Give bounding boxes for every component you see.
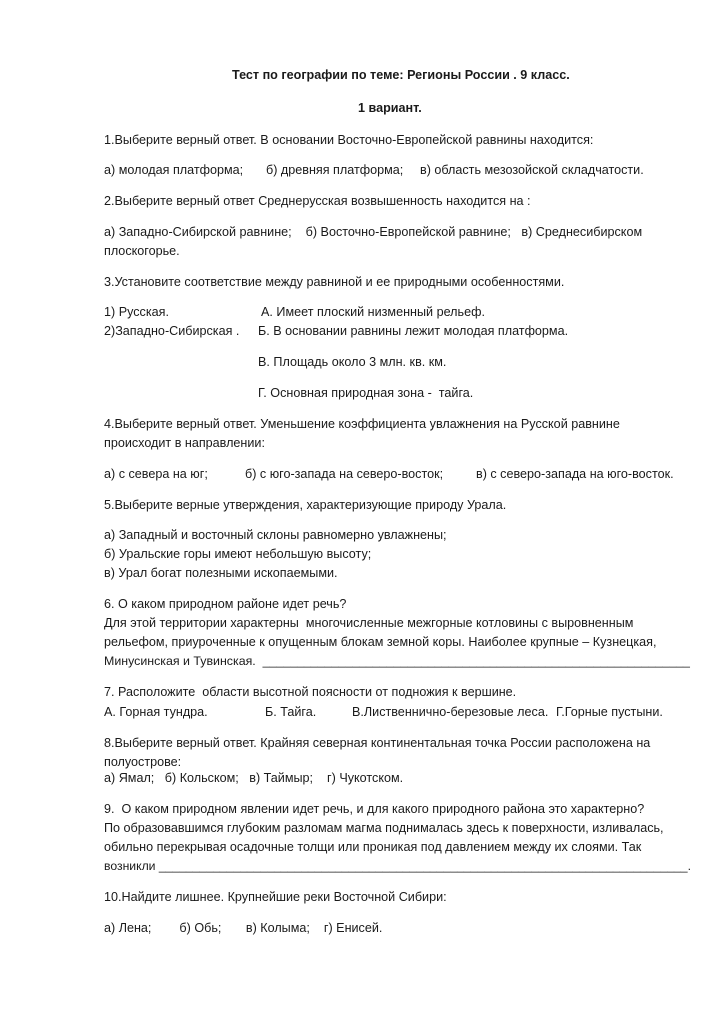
q1-option-c: в) область мезозойской складчатости. — [420, 163, 644, 177]
q7-option-d: Г.Горные пустыни. — [556, 705, 663, 719]
q2-options-line-1: а) Западно-Сибирской равнине; б) Восточно-Европейской равнине; в) Среднесибирском — [104, 225, 643, 239]
question-8-line-2: полуострове: — [104, 755, 182, 769]
q3-option-d: Г. Основная природная зона - тайга. — [258, 386, 474, 400]
q4-option-a: а) с севера на юг; — [104, 467, 208, 481]
q4-option-c: в) с северо-запада на юго-восток. — [476, 467, 674, 481]
q7-option-b: Б. Тайга. — [265, 705, 317, 719]
q5-option-a: а) Западный и восточный склоны равномерно увлажнены; — [104, 528, 447, 542]
q7-option-c: В.Лиственнично-березовые леса. — [352, 705, 549, 719]
q5-option-b: б) Уральские горы имеют небольшую высоту; — [104, 547, 372, 561]
question-1: 1.Выберите верный ответ. В основании Восточно-Европейской равнины находится: — [104, 133, 594, 147]
q3-option-b: Б. В основании равнины лежит молодая платформа. — [258, 324, 569, 338]
question-6-line-2: Для этой территории характерны многочисленные межгорные котловины с выровненным — [104, 616, 634, 630]
q8-options: а) Ямал; б) Кольском; в) Таймыр; г) Чукотском. — [104, 771, 404, 785]
q3-option-c: В. Площадь около 3 млн. кв. км. — [258, 355, 447, 369]
question-3: 3.Установите соответствие между равниной и ее природными особенностями. — [104, 275, 565, 289]
q4-option-b: б) с юго-запада на северо-восток; — [245, 467, 444, 481]
question-6-answer-line: Минусинская и Тувинская. ______________________________________________________________ — [104, 654, 690, 668]
question-4-line-1: 4.Выберите верный ответ. Уменьшение коэффициента увлажнения на Русской равнине — [104, 417, 620, 431]
question-6-line-3: рельефом, приуроченные к опущенным блокам земной коры. Наиболее крупные – Кузнецкая, — [104, 635, 657, 649]
q10-options: а) Лена; б) Обь; в) Колыма; г) Енисей. — [104, 921, 383, 935]
q7-option-a: А. Горная тундра. — [104, 705, 208, 719]
question-5: 5.Выберите верные утверждения, характеризующие природу Урала. — [104, 498, 507, 512]
q3-left-1: 1) Русская. — [104, 305, 169, 319]
q5-option-c: в) Урал богат полезными ископаемыми. — [104, 566, 338, 580]
q3-option-a: А. Имеет плоский низменный рельеф. — [261, 305, 485, 319]
question-7: 7. Расположите области высотной поясности от подножия к вершине. — [104, 685, 517, 699]
page-title: Тест по географии по теме: Регионы России . 9 класс. — [232, 68, 570, 82]
question-9-line-1: 9. О каком природном явлении идет речь, и для какого природного района это характерно? — [104, 802, 645, 816]
question-9-line-2: По образовавшимся глубоким разломам магма поднималась здесь к поверхности, изливалась, — [104, 821, 664, 835]
q3-left-2: 2)Западно-Сибирская . — [104, 324, 240, 338]
question-4-line-2: происходит в направлении: — [104, 436, 265, 450]
question-2: 2.Выберите верный ответ Среднерусская возвышенность находится на : — [104, 194, 531, 208]
q1-option-b: б) древняя платформа; — [266, 163, 404, 177]
question-9-answer-line: возникли ______________________________________________________________________________. — [104, 859, 691, 873]
question-10: 10.Найдите лишнее. Крупнейшие реки Восточной Сибири: — [104, 890, 447, 904]
variant-label: 1 вариант. — [358, 101, 422, 115]
q1-option-a: а) молодая платформа; — [104, 163, 244, 177]
question-9-line-3: обильно перекрывая осадочные толщи или проникая под давлением между их слоями. Так — [104, 840, 642, 854]
q2-options-line-2: плоскогорье. — [104, 244, 180, 258]
question-8-line-1: 8.Выберите верный ответ. Крайняя северная континентальная точка России расположена на — [104, 736, 651, 750]
question-6-line-1: 6. О каком природном районе идет речь? — [104, 597, 347, 611]
